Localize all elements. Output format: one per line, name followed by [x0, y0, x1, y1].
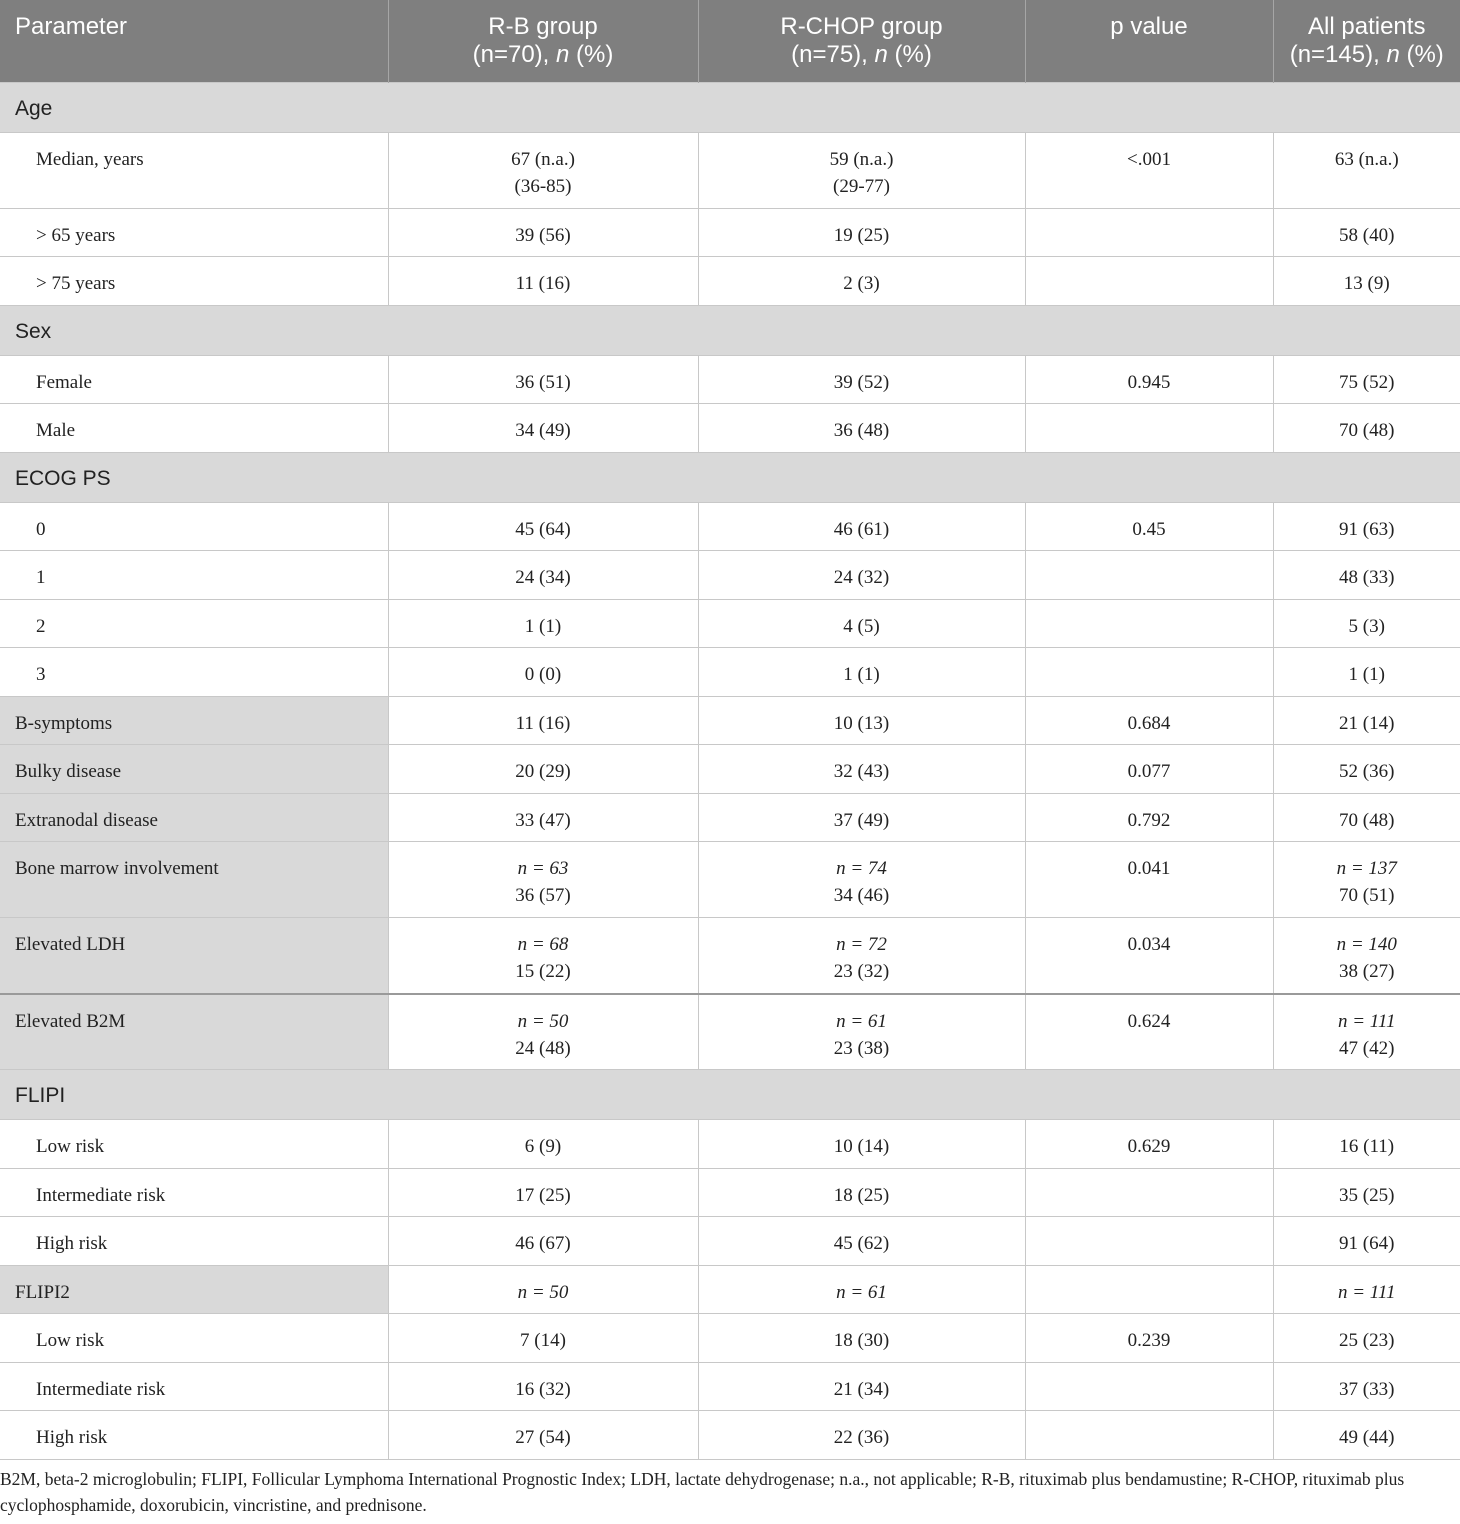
header-parameter: Parameter [0, 0, 388, 82]
table-row: Low risk 6 (9) 10 (14) 0.629 16 (11) [0, 1120, 1460, 1169]
table-footnote: B2M, beta-2 microglobulin; FLIPI, Follicular Lymphoma International Prognostic Index; LDH, lactate dehydrogenase; n.a., not applicable; R-B, rituximab plus bendamustine; R-CHOP, rituximab plus cyclophosphamide, doxorubicin, vincristine, and prednisone. [0, 1468, 1405, 1515]
table-row: 2 1 (1) 4 (5) 5 (3) [0, 599, 1460, 648]
header-rb-group: R-B group (n=70), n (%) [388, 0, 698, 82]
table-row: Elevated LDH n = 68 15 (22) n = 72 23 (32) 0.034 n = 140 38 (27) [0, 918, 1460, 994]
table-row: Bulky disease 20 (29) 32 (43) 0.077 52 (36) [0, 745, 1460, 794]
header-rchop-group: R-CHOP group (n=75), n (%) [698, 0, 1025, 82]
table-row: Median, years 67 (n.a.) (36-85) 59 (n.a.) (29-77) <.001 63 (n.a.) [0, 132, 1460, 208]
table-row: Bone marrow involvement n = 63 36 (57) n = 74 34 (46) 0.041 n = 137 70 (51) [0, 842, 1460, 918]
table-row: Male 34 (49) 36 (48) 70 (48) [0, 404, 1460, 453]
table-row: > 65 years 39 (56) 19 (25) 58 (40) [0, 208, 1460, 257]
table-row: High risk 46 (67) 45 (62) 91 (64) [0, 1217, 1460, 1266]
table-row: > 75 years 11 (16) 2 (3) 13 (9) [0, 257, 1460, 306]
section-flipi: FLIPI [0, 1070, 1460, 1120]
table-row: FLIPI2 n = 50 n = 61 n = 111 [0, 1265, 1460, 1314]
table-row: Extranodal disease 33 (47) 37 (49) 0.792 70 (48) [0, 793, 1460, 842]
table-row: Intermediate risk 17 (25) 18 (25) 35 (25) [0, 1168, 1460, 1217]
table-row: 0 45 (64) 46 (61) 0.45 91 (63) [0, 502, 1460, 551]
section-age: Age [0, 82, 1460, 132]
table-row: Intermediate risk 16 (32) 21 (34) 37 (33) [0, 1362, 1460, 1411]
table-row: High risk 27 (54) 22 (36) 49 (44) [0, 1411, 1460, 1460]
header-row [0, 0, 1460, 82]
table-row: Female 36 (51) 39 (52) 0.945 75 (52) [0, 355, 1460, 404]
table-row: Elevated B2M n = 50 24 (48) n = 61 23 (38) 0.624 n = 111 47 (42) [0, 994, 1460, 1070]
table-row: 3 0 (0) 1 (1) 1 (1) [0, 648, 1460, 697]
header-all-patients: All patients (n=145), n (%) [1273, 0, 1460, 82]
table-row: Low risk 7 (14) 18 (30) 0.239 25 (23) [0, 1314, 1460, 1363]
table-row: 1 24 (34) 24 (32) 48 (33) [0, 551, 1460, 600]
header-p-value: p value [1025, 0, 1273, 82]
table-row: B-symptoms 11 (16) 10 (13) 0.684 21 (14) [0, 696, 1460, 745]
section-sex: Sex [0, 305, 1460, 355]
section-ecog: ECOG PS [0, 452, 1460, 502]
